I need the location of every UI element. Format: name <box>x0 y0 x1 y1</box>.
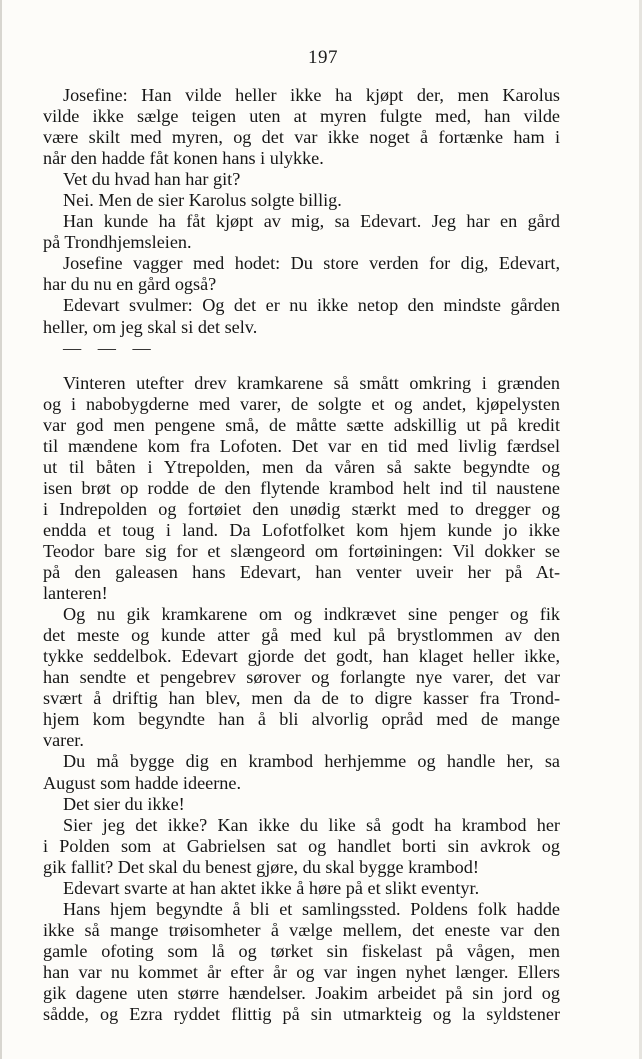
text-line: på den galeasen hans Edevart, han venter uveir her på At- <box>43 562 560 583</box>
text-line: Vet du hvad han har git? <box>63 169 241 190</box>
text-line: i Polden som at Gabrielsen sat og handlet borti sin avkrok og <box>43 835 560 856</box>
text-line: Josefine: Han vilde heller ikke ha kjøpt der, men Karolus <box>63 85 560 105</box>
text-line: Edevart svulmer: Og det er nu ikke netop den mindste gården <box>63 295 560 316</box>
text-line: på Trondhjemsleien. <box>43 232 192 253</box>
text-line: gamle ofoting som lå og tørket sin fiskelast på vågen, men <box>43 940 560 961</box>
text-line: han var nu kommet år efter år og var ingen nyhet længer. Ellers <box>43 961 560 982</box>
text-line: Du må bygge dig en krambod herhjemme og handle her, sa <box>63 751 560 772</box>
text-line: har du nu en gård også? <box>43 274 217 295</box>
text-line: han sendte et pengebrev sørover og forlangte nye varer, det var <box>43 667 560 688</box>
text-line: Hans hjem begyndte å bli et samlingssted. Poldens folk hadde <box>63 898 560 919</box>
section-gap <box>43 359 560 373</box>
text-line: Han kunde ha fåt kjøpt av mig, sa Edevart. Jeg har en gård <box>63 211 560 232</box>
text-line: være skilt med myren, og det var ikke noget å fortænke ham i <box>43 127 560 148</box>
text-line: August som hadde ideerne. <box>43 772 241 793</box>
text-line: var god men pengene små, de måtte sætte adskillig ut på kredit <box>43 414 560 435</box>
body-text <box>43 85 560 1025</box>
text-line: det meste og kunde atter gå med kul på brystlommen av den <box>43 625 560 646</box>
text-line: sådde, og Ezra ryddet flittig på sin utmarkteig og la syldstener <box>43 1004 560 1025</box>
text-line: varer. <box>43 730 84 751</box>
text-line: gik dagene uten større hændelser. Joakim arbeidet på sin jord og <box>43 982 560 1003</box>
text-line: ut til båten i Ytrepolden, men da våren så sakte begyndte og <box>43 456 560 477</box>
text-line: Sier jeg det ikke? Kan ikke du like så godt ha krambod her <box>63 814 560 835</box>
text-line: Og nu gik kramkarene om og indkrævet sine penger og fik <box>63 604 560 625</box>
text-line: tykke seddelbok. Edevart gjorde det godt, han klaget heller ikke, <box>43 646 560 667</box>
text-line: når den hadde fåt konen hans i ulykke. <box>43 148 324 169</box>
text-line: Josefine vagger med hodet: Du store verden for dig, Edevart, <box>63 253 560 274</box>
section-separator: — — — <box>63 337 157 358</box>
text-line: i Indrepolden og fortøiet den unødig stærkt med to dregger og <box>43 498 560 519</box>
text-line: ikke så mange trøisomheter å vælge mellem, det eneste var den <box>43 919 560 940</box>
text-line: Teodor bare sig for et slængeord om fortøiningen: Vil dokker se <box>43 540 560 561</box>
text-line: til mændene kom fra Lofoten. Det var en tid med livlig færdsel <box>43 435 560 456</box>
text-line: Vinteren utefter drev kramkarene så smått omkring i grænden <box>63 372 560 393</box>
text-line: lanteren! <box>43 583 108 604</box>
text-line: gik fallit? Det skal du benest gjøre, du skal bygge krambod! <box>43 856 479 877</box>
text-line: isen brøt op rodde de den flytende krambod helt ind til naustene <box>43 477 560 498</box>
text-line: hjem kom begyndte han å bli alvorlig opråd med de mange <box>43 709 560 730</box>
text-line: og i nabobygderne med varer, de solgte et og andet, kjøpelysten <box>43 393 560 414</box>
text-line: Nei. Men de sier Karolus solgte billig. <box>63 190 342 211</box>
text-line: endda et toug i land. Da Lofotfolket kom hjem kunde jo ikke <box>43 519 560 540</box>
text-line: Det sier du ikke! <box>63 793 185 814</box>
text-line: vilde ikke sælge teigen uten at myren fulgte med, han vilde <box>43 106 560 127</box>
page-number: 197 <box>308 47 338 68</box>
text-line: Edevart svarte at han aktet ikke å høre på et slikt eventyr. <box>63 877 480 898</box>
text-line: svært å driftig han blev, men da de to digre kasser fra Trond- <box>43 688 560 709</box>
text-line: heller, om jeg skal si det selv. <box>43 316 258 337</box>
